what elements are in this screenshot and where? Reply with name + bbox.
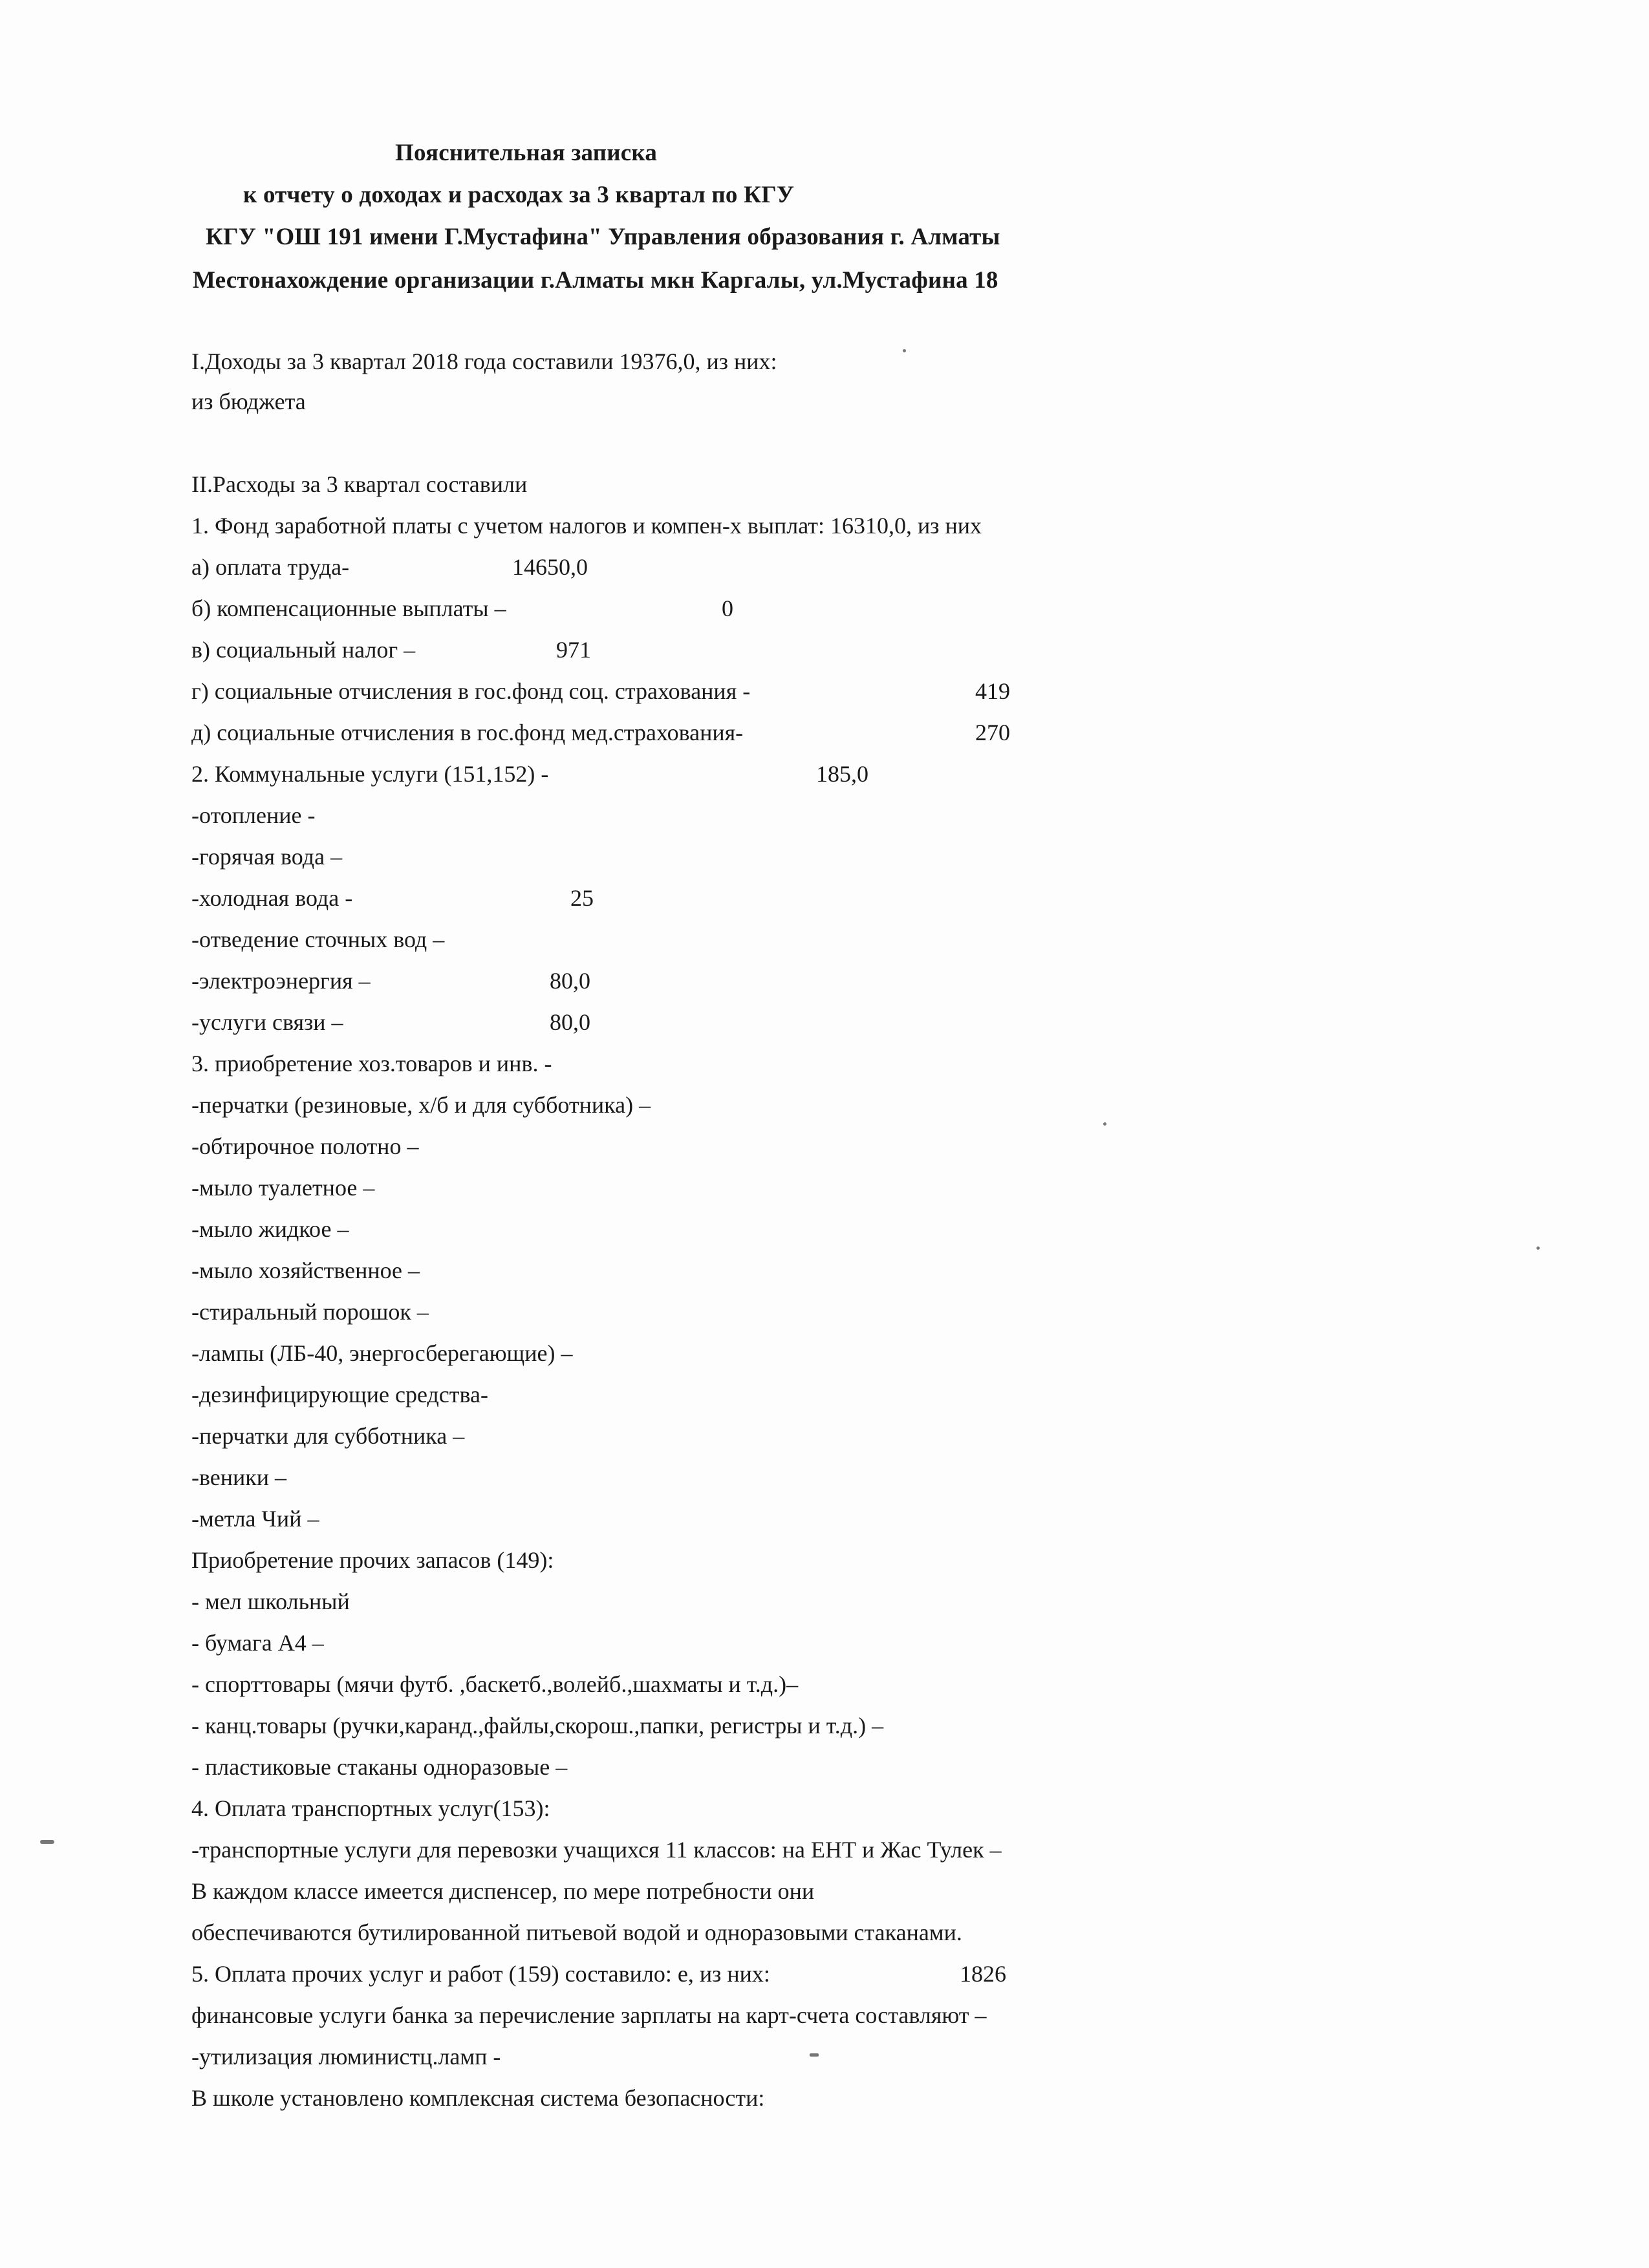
- payroll-item-label: г) социальные отчисления в гос.фонд соц. страхования -: [191, 678, 751, 704]
- household-item: -обтирочное полотно –: [191, 1133, 419, 1159]
- transport-label: 4. Оплата транспортных услуг(153):: [191, 1795, 550, 1821]
- household-item: -дезинфицирующие средства-: [191, 1382, 488, 1407]
- transport-note: обеспечиваются бутилированной питьевой водой и одноразовыми стаканами.: [191, 1920, 962, 1945]
- income-heading: I.Доходы за 3 квартал 2018 года составили 19376,0, из них:: [191, 348, 777, 374]
- household-item: -мыло хозяйственное –: [191, 1257, 420, 1283]
- payroll-item-label: в) социальный налог –: [191, 637, 416, 663]
- scan-speck: [40, 1840, 54, 1844]
- utilities-item-label: -услуги связи –: [191, 1009, 343, 1035]
- utilities-item-label: -электроэнергия –: [191, 968, 371, 994]
- other-services-item: -утилизация люминистц.ламп -: [191, 2044, 501, 2070]
- household-item: -лампы (ЛБ-40, энергосберегающие) –: [191, 1340, 573, 1366]
- utilities-value: 185,0: [816, 761, 868, 787]
- utilities-item-label: -отведение сточных вод –: [191, 926, 445, 952]
- other-services-value: 1826: [960, 1961, 1006, 1987]
- household-item: -перчатки (резиновые, х/б и для субботника) –: [191, 1092, 651, 1118]
- document-subtitle: к отчету о доходах и расходах за 3 квартал по КГУ: [243, 182, 795, 208]
- other-stock-item: - спорттовары (мячи футб. ,баскетб.,волейб.,шахматы и т.д.)–: [191, 1671, 799, 1697]
- household-item: -мыло жидкое –: [191, 1216, 349, 1242]
- utilities-item-value: 80,0: [550, 968, 590, 994]
- organization-name: КГУ "ОШ 191 имени Г.Мустафина" Управления образования г. Алматы: [206, 224, 1000, 250]
- household-item: -перчатки для субботника –: [191, 1423, 465, 1449]
- scan-speck: [1103, 1122, 1106, 1126]
- utilities-item-label: -холодная вода -: [191, 885, 353, 911]
- utilities-item-label: -горячая вода –: [191, 844, 343, 870]
- payroll-item-label: д) социальные отчисления в гос.фонд мед.страхования-: [191, 720, 744, 745]
- expenses-heading: II.Расходы за 3 квартал составили: [191, 471, 528, 497]
- household-label: 3. приобретение хоз.товаров и инв. -: [191, 1051, 552, 1076]
- payroll-item-value: 14650,0: [512, 554, 588, 580]
- transport-item: -транспортные услуги для перевозки учащихся 11 классов: на ЕНТ и Жас Тулек –: [191, 1837, 1002, 1863]
- household-item: -стиральный порошок –: [191, 1299, 429, 1325]
- scan-speck: [903, 349, 906, 352]
- utilities-item-value: 25: [570, 885, 594, 911]
- other-services-item: финансовые услуги банка за перечисление зарплаты на карт-счета составляют –: [191, 2002, 987, 2028]
- utilities-item-value: 80,0: [550, 1009, 590, 1035]
- other-stock-item: - бумага А4 –: [191, 1630, 324, 1656]
- payroll-item-label: а) оплата труда-: [191, 554, 350, 580]
- transport-note: В каждом классе имеется диспенсер, по мере потребности они: [191, 1878, 815, 1904]
- payroll-item-value: 419: [975, 678, 1010, 704]
- payroll-item-value: 0: [722, 595, 733, 621]
- security-note: В школе установлено комплексная система безопасности:: [191, 2085, 765, 2111]
- payroll-item-value: 270: [975, 720, 1010, 745]
- organization-location: Местонахождение организации г.Алматы мкн Каргалы, ул.Мустафина 18: [193, 267, 998, 294]
- household-item: -веники –: [191, 1464, 287, 1490]
- utilities-item-label: -отопление -: [191, 802, 316, 828]
- payroll-label: 1. Фонд заработной платы с учетом налогов и компен-х выплат: 16310,0, из них: [191, 513, 982, 539]
- scan-speck: [810, 2053, 819, 2057]
- utilities-label: 2. Коммунальные услуги (151,152) -: [191, 761, 549, 787]
- other-stock-label: Приобретение прочих запасов (149):: [191, 1547, 554, 1573]
- household-item: -мыло туалетное –: [191, 1175, 375, 1201]
- other-stock-item: - канц.товары (ручки,каранд.,файлы,скорош.,папки, регистры и т.д.) –: [191, 1713, 884, 1738]
- other-services-label: 5. Оплата прочих услуг и работ (159) составило: е, из них:: [191, 1961, 770, 1987]
- scan-speck: [1536, 1246, 1540, 1250]
- payroll-item-value: 971: [556, 637, 591, 663]
- household-item: -метла Чий –: [191, 1506, 319, 1532]
- payroll-item-label: б) компенсационные выплаты –: [191, 595, 506, 621]
- document-title: Пояснительная записка: [395, 140, 658, 166]
- income-source: из бюджета: [191, 389, 306, 414]
- other-stock-item: - мел школьный: [191, 1589, 350, 1614]
- other-stock-item: - пластиковые стаканы одноразовые –: [191, 1754, 568, 1780]
